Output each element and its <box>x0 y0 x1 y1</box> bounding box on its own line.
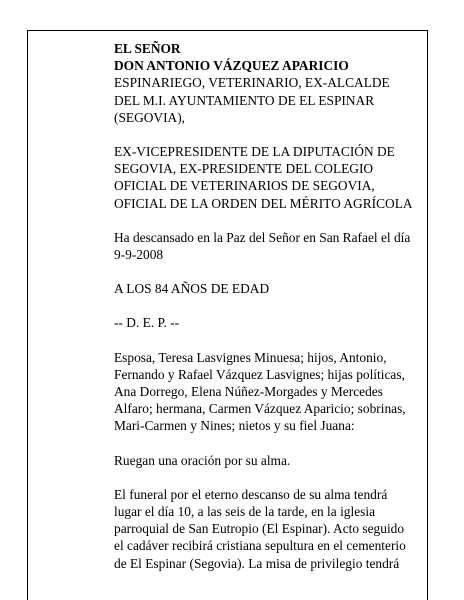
rest-line: Ha descansado en la Paz del Señor en San Rafael el día <box>114 229 411 245</box>
obituary-body <box>114 40 426 572</box>
description-line: (SEGOVIA), <box>114 109 186 125</box>
description-line: EX-VICEPRESIDENTE DE LA DIPUTACIÓN DE <box>114 144 395 160</box>
description-line: OFICIAL DE LA ORDEN DEL MÉRITO AGRÍCOLA <box>114 195 413 211</box>
family-line: Ana Dorrego, Elena Núñez-Morgades y Mercedes <box>114 384 383 400</box>
family-line: Fernando y Rafael Vázquez Lasvignes; hijas políticas, <box>114 366 405 382</box>
family-block <box>114 349 426 435</box>
spacer <box>114 435 426 452</box>
obituary-frame <box>27 30 428 600</box>
prayer-line: Ruegan una oración por su alma. <box>114 452 291 468</box>
description-line: SEGOVIA, EX-PRESIDENTE DEL COLEGIO <box>114 161 374 177</box>
death-date: 9-9-2008 <box>114 247 164 263</box>
funeral-line: parroquial de San Eutropio (El Espinar). Acto seguido <box>114 521 405 537</box>
title-line-1: EL SEÑOR <box>114 41 181 56</box>
description-line: DEL M.I. AYUNTAMIENTO DE EL ESPINAR <box>114 92 375 108</box>
funeral-line: El funeral por el eterno descanso de su alma tendrá <box>114 486 388 502</box>
funeral-line: de El Espinar (Segovia). La misa de privilegio tendrá <box>114 555 400 571</box>
description-line: ESPINARIEGO, VETERINARIO, EX-ALCALDE <box>114 75 390 91</box>
family-line: Esposa, Teresa Lasvignes Minuesa; hijos, Antonio, <box>114 349 387 365</box>
age-line: A LOS 84 AÑOS DE EDAD <box>114 281 270 297</box>
spacer <box>114 212 426 229</box>
family-line: Mari-Carmen y Nines; nietos y su fiel Juana: <box>114 418 355 434</box>
rip-line: -- D. E. P. -- <box>114 315 180 331</box>
description-block-1 <box>114 74 426 126</box>
description-line: OFICIAL DE VETERINARIOS DE SEGOVIA, <box>114 178 375 194</box>
rest-statement <box>114 229 426 263</box>
spacer <box>114 297 426 314</box>
description-block-2 <box>114 143 426 212</box>
spacer <box>114 332 426 349</box>
deceased-name: DON ANTONIO VÁZQUEZ APARICIO <box>114 58 349 74</box>
spacer <box>114 263 426 280</box>
funeral-line: lugar el día 10, a las seis de la tarde, en la iglesia <box>114 504 376 520</box>
spacer <box>114 469 426 486</box>
funeral-line: el cadáver recibirá cristiana sepultura en el cementerio <box>114 538 406 554</box>
spacer <box>114 126 426 143</box>
funeral-block <box>114 486 426 572</box>
family-line: Alfaro; hermana, Carmen Vázquez Aparicio; sobrinas, <box>114 401 406 417</box>
